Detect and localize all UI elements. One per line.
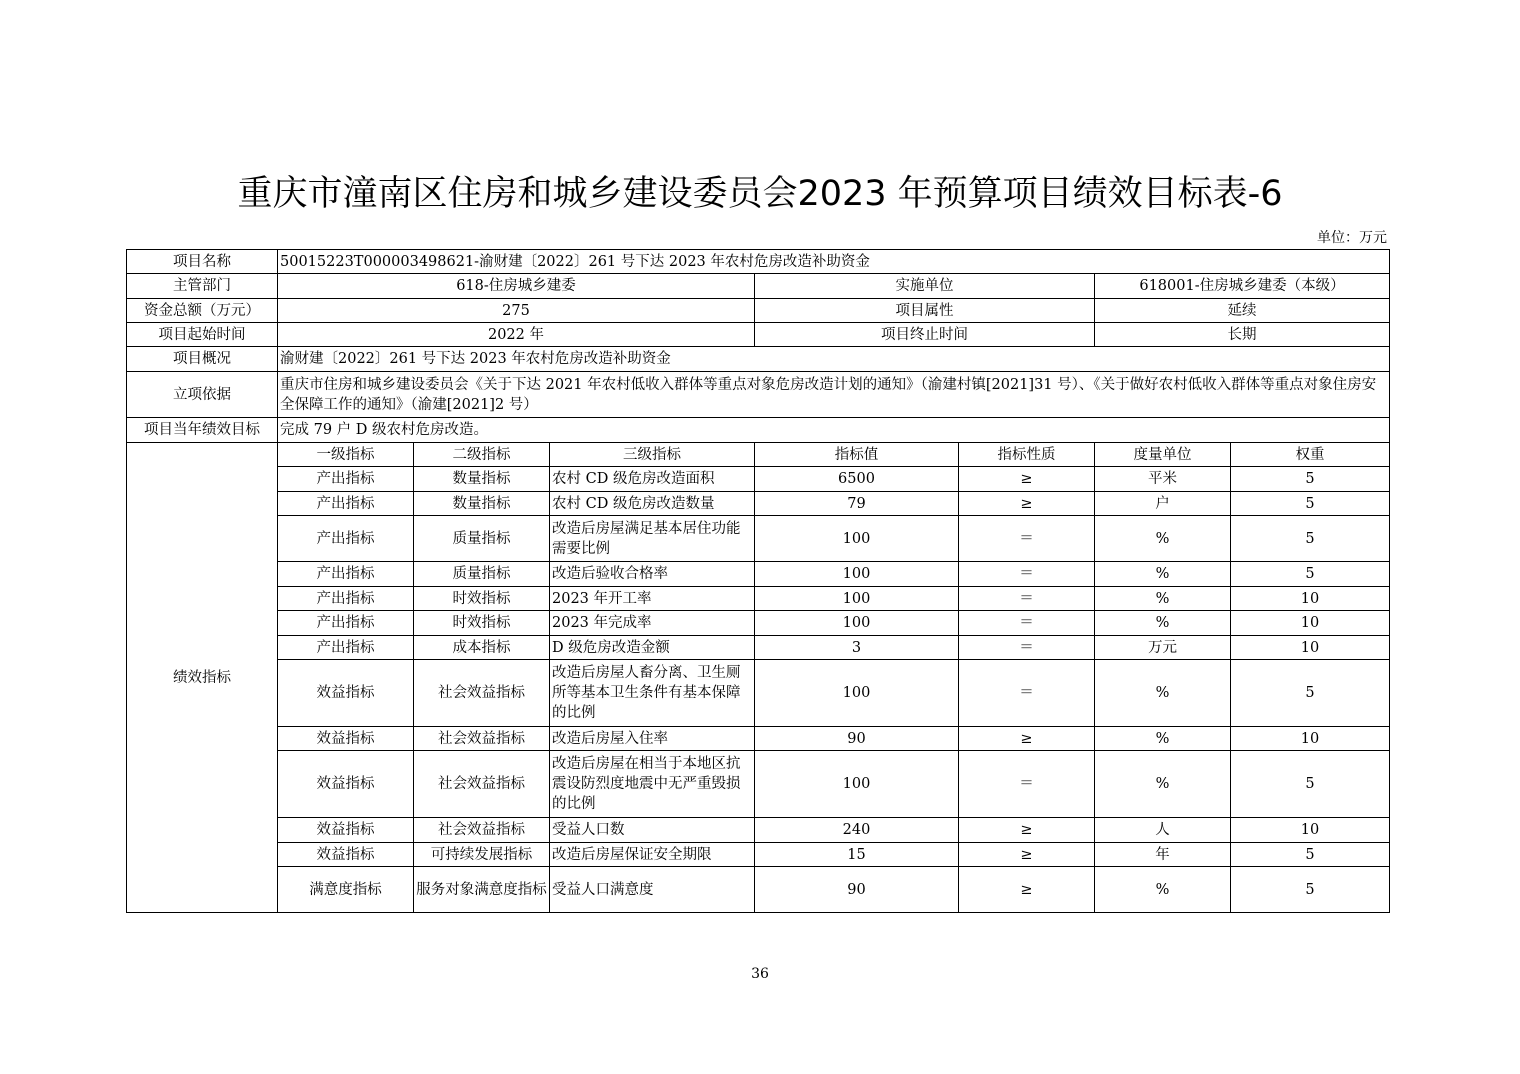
header-weight: 权重	[1231, 443, 1390, 467]
overview-label: 项目概况	[127, 347, 278, 372]
value: 90	[755, 867, 959, 913]
weight: 10	[1231, 636, 1390, 660]
start-value: 2022 年	[278, 323, 755, 347]
goal-value: 完成 79 户 D 级农村危房改造。	[278, 418, 1390, 443]
indicator-row	[127, 660, 1390, 727]
funds-value: 275	[278, 299, 755, 323]
header-value: 指标值	[755, 443, 959, 467]
header-level3: 三级指标	[550, 443, 755, 467]
header-level2: 二级指标	[414, 443, 550, 467]
basis-label: 立项依据	[127, 372, 278, 418]
level1: 效益指标	[278, 843, 414, 867]
value: 240	[755, 818, 959, 843]
header-level1: 一级指标	[278, 443, 414, 467]
level2: 社会效益指标	[414, 818, 550, 843]
performance-table	[126, 249, 1390, 913]
indicator-section-label: 绩效指标	[127, 443, 278, 913]
goal-label: 项目当年绩效目标	[127, 418, 278, 443]
unit: %	[1095, 727, 1231, 751]
unit: 人	[1095, 818, 1231, 843]
indicator-row	[127, 516, 1390, 562]
indicator-row	[127, 636, 1390, 660]
indicator-row	[127, 843, 1390, 867]
start-label: 项目起始时间	[127, 323, 278, 347]
dept-value: 618-住房城乡建委	[278, 274, 755, 299]
value: 100	[755, 611, 959, 636]
level1: 满意度指标	[278, 867, 414, 913]
level2: 质量指标	[414, 516, 550, 562]
funds-label: 资金总额（万元）	[127, 299, 278, 323]
value: 100	[755, 660, 959, 727]
info-row-overview	[127, 347, 1390, 372]
level1: 效益指标	[278, 660, 414, 727]
level3: 改造后验收合格率	[550, 562, 755, 587]
info-row-goal	[127, 418, 1390, 443]
unit: %	[1095, 611, 1231, 636]
nature: ≥	[959, 727, 1095, 751]
info-row-funds	[127, 299, 1390, 323]
value: 79	[755, 492, 959, 516]
nature: ≥	[959, 467, 1095, 492]
weight: 5	[1231, 867, 1390, 913]
level2: 社会效益指标	[414, 660, 550, 727]
weight: 10	[1231, 818, 1390, 843]
header-nature: 指标性质	[959, 443, 1095, 467]
weight: 10	[1231, 611, 1390, 636]
level3: 改造后房屋满足基本居住功能需要比例	[550, 516, 755, 562]
level3: 改造后房屋保证安全期限	[550, 843, 755, 867]
unit: 平米	[1095, 467, 1231, 492]
value: 100	[755, 562, 959, 587]
level1: 产出指标	[278, 611, 414, 636]
unit: %	[1095, 751, 1231, 818]
weight: 5	[1231, 843, 1390, 867]
level3: D 级危房改造金额	[550, 636, 755, 660]
level2: 数量指标	[414, 492, 550, 516]
attr-value: 延续	[1095, 299, 1390, 323]
level3: 受益人口数	[550, 818, 755, 843]
weight: 5	[1231, 492, 1390, 516]
nature: ＝	[959, 516, 1095, 562]
value: 6500	[755, 467, 959, 492]
impl-value: 618001-住房城乡建委（本级）	[1095, 274, 1390, 299]
overview-value: 渝财建〔2022〕261 号下达 2023 年农村危房改造补助资金	[278, 347, 1390, 372]
indicator-row	[127, 467, 1390, 492]
level2: 社会效益指标	[414, 727, 550, 751]
value: 3	[755, 636, 959, 660]
nature: ≥	[959, 492, 1095, 516]
unit-label: 单位：万元	[1317, 230, 1387, 246]
weight: 10	[1231, 587, 1390, 611]
nature: ≥	[959, 867, 1095, 913]
basis-value: 重庆市住房和城乡建设委员会《关于下达 2021 年农村低收入群体等重点对象危房改造计划的通知》（渝建村镇[2021]31 号）、《关于做好农村低收入群体等重点对象住房安全保障工作的通知》（渝建[2021]2 号）	[278, 372, 1390, 418]
level2: 时效指标	[414, 587, 550, 611]
indicator-row	[127, 867, 1390, 913]
unit: 年	[1095, 843, 1231, 867]
impl-label: 实施单位	[755, 274, 1095, 299]
unit: %	[1095, 516, 1231, 562]
nature: ≥	[959, 843, 1095, 867]
indicator-row	[127, 587, 1390, 611]
level1: 产出指标	[278, 587, 414, 611]
level2: 服务对象满意度指标	[414, 867, 550, 913]
level3: 2023 年开工率	[550, 587, 755, 611]
indicator-row	[127, 727, 1390, 751]
level1: 效益指标	[278, 818, 414, 843]
value: 100	[755, 751, 959, 818]
attr-label: 项目属性	[755, 299, 1095, 323]
level3: 受益人口满意度	[550, 867, 755, 913]
value: 100	[755, 587, 959, 611]
level2: 时效指标	[414, 611, 550, 636]
value: 15	[755, 843, 959, 867]
level1: 效益指标	[278, 727, 414, 751]
level3: 改造后房屋人畜分离、卫生厕所等基本卫生条件有基本保障的比例	[550, 660, 755, 727]
project-name-value: 50015223T000003498621-渝财建〔2022〕261 号下达 2023 年农村危房改造补助资金	[278, 250, 1390, 274]
level1: 产出指标	[278, 467, 414, 492]
nature: ＝	[959, 611, 1095, 636]
indicator-row	[127, 492, 1390, 516]
nature: ＝	[959, 562, 1095, 587]
unit: %	[1095, 587, 1231, 611]
unit: 万元	[1095, 636, 1231, 660]
level3: 2023 年完成率	[550, 611, 755, 636]
header-unit: 度量单位	[1095, 443, 1231, 467]
indicator-row	[127, 562, 1390, 587]
nature: ＝	[959, 751, 1095, 818]
level1: 产出指标	[278, 636, 414, 660]
weight: 10	[1231, 727, 1390, 751]
level1: 产出指标	[278, 492, 414, 516]
info-row-basis	[127, 372, 1390, 418]
level3: 农村 CD 级危房改造数量	[550, 492, 755, 516]
nature: ＝	[959, 660, 1095, 727]
nature: ＝	[959, 636, 1095, 660]
weight: 5	[1231, 562, 1390, 587]
project-name-label: 项目名称	[127, 250, 278, 274]
unit: %	[1095, 562, 1231, 587]
weight: 5	[1231, 516, 1390, 562]
weight: 5	[1231, 467, 1390, 492]
end-label: 项目终止时间	[755, 323, 1095, 347]
value: 100	[755, 516, 959, 562]
weight: 5	[1231, 751, 1390, 818]
nature: ≥	[959, 818, 1095, 843]
indicator-row	[127, 611, 1390, 636]
indicator-header-row	[127, 443, 1390, 467]
level2: 社会效益指标	[414, 751, 550, 818]
unit: %	[1095, 867, 1231, 913]
page-title: 重庆市潼南区住房和城乡建设委员会2023 年预算项目绩效目标表-6	[237, 174, 1283, 214]
level3: 改造后房屋入住率	[550, 727, 755, 751]
level2: 数量指标	[414, 467, 550, 492]
level3: 改造后房屋在相当于本地区抗震设防烈度地震中无严重毁损的比例	[550, 751, 755, 818]
level1: 效益指标	[278, 751, 414, 818]
level2: 可持续发展指标	[414, 843, 550, 867]
indicator-row	[127, 818, 1390, 843]
info-row-time	[127, 323, 1390, 347]
end-value: 长期	[1095, 323, 1390, 347]
dept-label: 主管部门	[127, 274, 278, 299]
info-row-project-name	[127, 250, 1390, 274]
unit: %	[1095, 660, 1231, 727]
weight: 5	[1231, 660, 1390, 727]
level1: 产出指标	[278, 516, 414, 562]
nature: ＝	[959, 587, 1095, 611]
page-number: 36	[751, 966, 769, 982]
unit: 户	[1095, 492, 1231, 516]
level3: 农村 CD 级危房改造面积	[550, 467, 755, 492]
level2: 成本指标	[414, 636, 550, 660]
value: 90	[755, 727, 959, 751]
indicator-row	[127, 751, 1390, 818]
info-row-dept	[127, 274, 1390, 299]
level2: 质量指标	[414, 562, 550, 587]
level1: 产出指标	[278, 562, 414, 587]
